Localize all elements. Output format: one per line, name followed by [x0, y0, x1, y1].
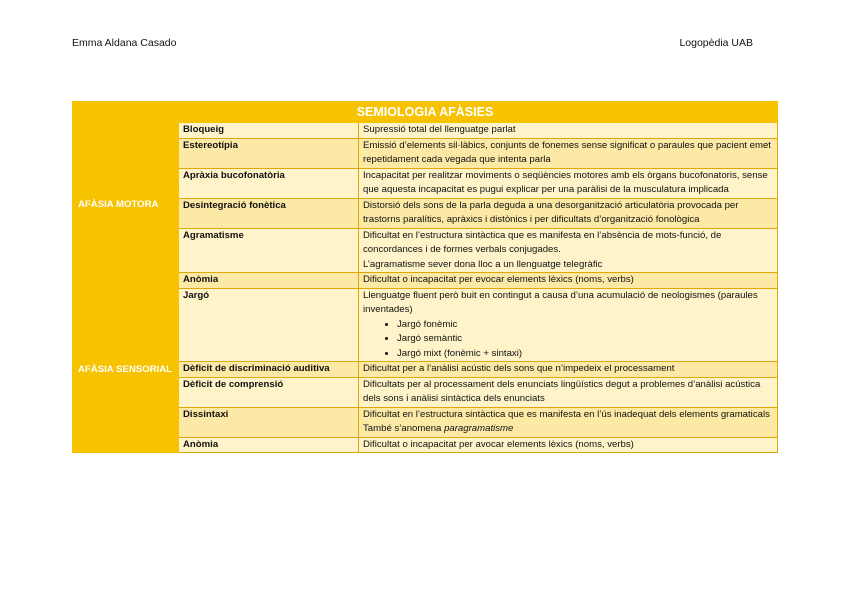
definition-cell: [359, 288, 778, 362]
note-prefix: També s’anomena: [363, 423, 445, 434]
definition-text: Dificultat en l’estructura sintàctica que es manifesta en l’absència de mots-funció, de concordances i de formes verbals conjugades.: [363, 229, 722, 255]
table-title-row: [73, 102, 778, 123]
definition-text: Dificultat en l’estructura sintàctica que es manifesta en l’ús inadequat dels elements gramaticals: [363, 408, 770, 420]
definition-text: L’agramatisme sever dona lloc a un llenguatge telegràfic: [363, 258, 603, 270]
term-cell: Jargó: [179, 288, 359, 362]
table-row: [73, 198, 778, 228]
definition-cell: [359, 407, 778, 437]
bullet-item: • Jargó semàntic: [397, 332, 773, 347]
semiology-table: [72, 101, 778, 453]
definition-cell: [359, 377, 778, 407]
definition-text: Llenguatge fluent però buit en contingut a causa d’una acumulació de neologismes (paraules inventades): [363, 289, 758, 315]
table-row: [73, 437, 778, 453]
term-cell: Dèficit de comprensió: [179, 377, 359, 407]
definition-text: Dificultats per al processament dels enunciats lingüístics degut a problemes d’anàlisi acústica dels sons i anàlisi sintàctica dels enunciats: [363, 378, 761, 404]
definition-text: Supressió total del llenguatge parlat: [363, 124, 516, 135]
note-italic-term: paragramatisme: [444, 423, 514, 434]
bullet-item: • Jargó mixt (fonèmic + sintaxi): [397, 347, 773, 362]
definition-text: Incapacitat per realitzar moviments o seqüències motores amb els òrgans bucofonatoris, sense que aquesta incapacitat es pugui explicar per una paràlisi de la musculatura implicada: [363, 169, 768, 195]
term-cell: Anòmia: [179, 273, 359, 289]
definition-text: Dificultat o incapacitat per avocar elements lèxics (noms, verbs): [363, 438, 634, 450]
table-row: [73, 228, 778, 273]
bullet-item: • Jargó fonèmic: [397, 318, 773, 333]
term-cell: Bloqueig: [179, 123, 359, 139]
term-cell: Estereotípia: [179, 138, 359, 168]
term-cell: Desintegració fonètica: [179, 198, 359, 228]
table-row: [73, 288, 778, 362]
definition-cell: [359, 168, 778, 198]
definition-cell: [359, 362, 778, 378]
table-row: [73, 168, 778, 198]
course-name: Logopèdia UAB: [679, 37, 753, 49]
definition-text: Dificultat per a l’anàlisi acústic dels sons que n’impedeix el processament: [363, 363, 675, 374]
definition-text: Dificultat o incapacitat per evocar elements lèxics (noms, verbs): [363, 274, 634, 285]
table-title: SEMIOLOGIA AFÀSIES: [73, 102, 778, 123]
definition-note: [363, 422, 773, 437]
term-cell: Anòmia: [179, 437, 359, 453]
table-row: [73, 123, 778, 139]
table-row: [73, 377, 778, 407]
definition-cell: [359, 138, 778, 168]
table-row: [73, 138, 778, 168]
definition-cell: [359, 437, 778, 453]
bullet-list: [363, 318, 773, 362]
term-cell: Dissintaxi: [179, 407, 359, 437]
category-cell: AFÀSIA SENSORIAL: [73, 288, 179, 453]
definition-cell: [359, 123, 778, 139]
table-row: [73, 273, 778, 289]
definition-text: Emissió d’elements sil·làbics, conjunts de fonemes sense significat o paraules que pacient emet repetidament cada vegada que intenta parla: [363, 139, 771, 165]
category-cell: AFÀSIA MOTORA: [73, 123, 179, 289]
definition-text: Distorsió dels sons de la parla deguda a una desorganització articulatòria provocada per trastorns paralítics, apràxics i distònics i per dificultats d’organització fonològica: [363, 199, 739, 225]
definition-cell: [359, 228, 778, 273]
term-cell: Dèficit de discriminació auditiva: [179, 362, 359, 378]
table-row: [73, 407, 778, 437]
table-row: [73, 362, 778, 378]
author-name: Emma Aldana Casado: [72, 37, 177, 49]
term-cell: Agramatisme: [179, 228, 359, 273]
definition-cell: [359, 198, 778, 228]
definition-cell: [359, 273, 778, 289]
term-cell: Apràxia bucofonatòria: [179, 168, 359, 198]
